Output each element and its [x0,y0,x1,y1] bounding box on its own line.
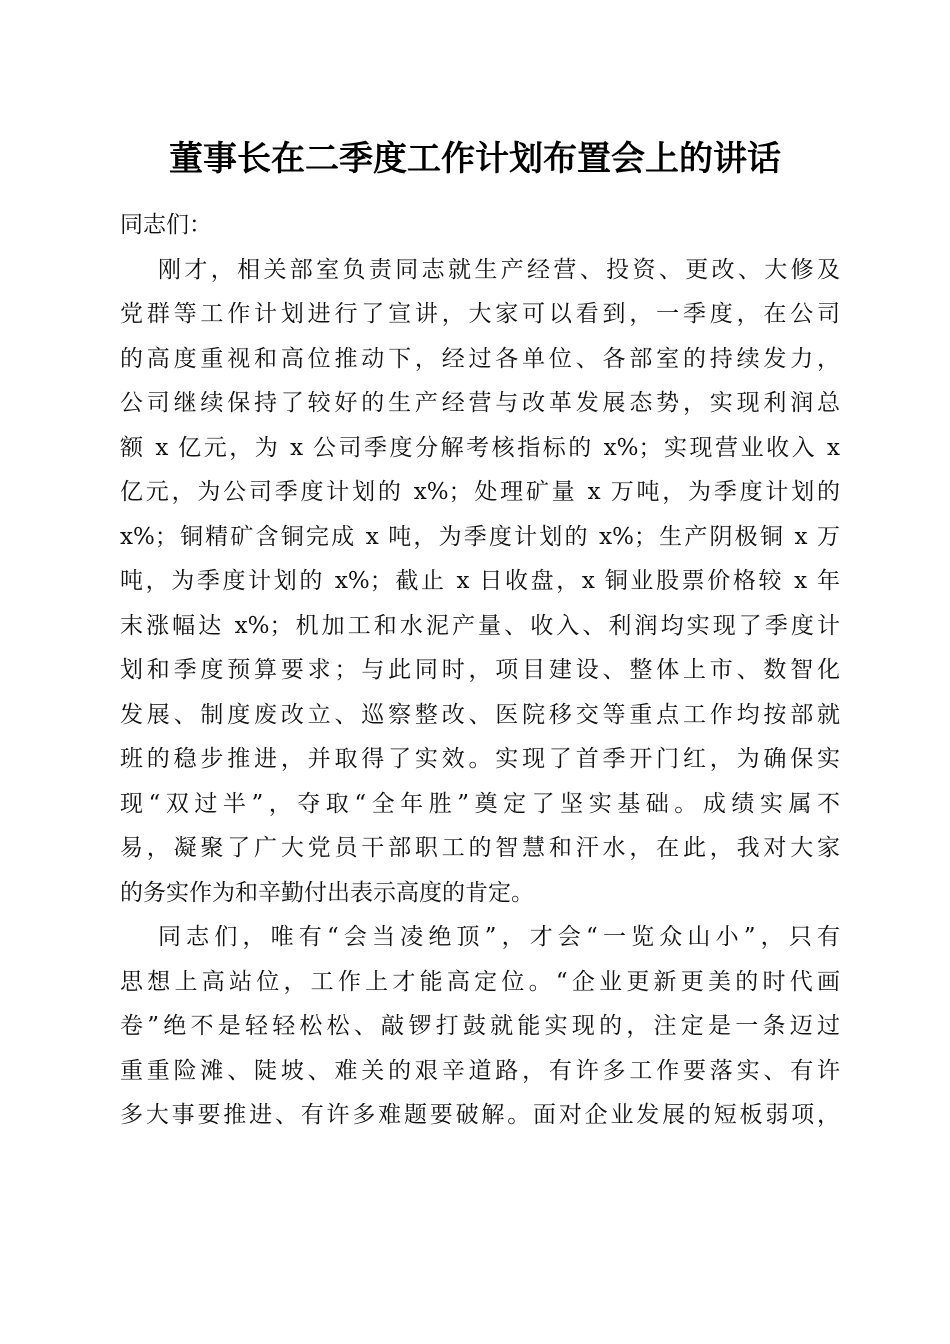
paragraph-line: x%；铜精矿含铜完成 x 吨，为季度计划的 x%；生产阴极铜 x 万 [120,523,840,550]
document-body [120,203,840,1138]
paragraph-line: 刚才，相关部室负责同志就生产经营、投资、更改、大修及 [158,256,840,283]
paragraph-line: 重重险滩、陡坡、难关的艰辛道路，有许多工作要落实、有许 [120,1057,840,1084]
paragraph-line: 发展、制度废改立、巡察整改、医院移交等重点工作均按部就 [120,701,840,728]
paragraph-2 [120,915,840,1138]
paragraph-line: 多大事要推进、有许多难题要破解。面对企业发展的短板弱项， [120,1102,840,1128]
salutation: 同志们： [120,212,212,238]
document-title: 董事长在二季度工作计划布置会上的讲话 [169,139,781,179]
paragraph-line: 的务实作为和辛勤付出表示高度的肯定。 [120,879,534,906]
paragraph-line: 吨，为季度计划的 x%；截止 x 日收盘，x 铜业股票价格较 x 年 [120,568,840,594]
paragraph-line: 的高度重视和高位推动下，经过各单位、各部室的持续发力， [120,345,840,372]
paragraph-line: 现“双过半”，夺取“全年胜”奠定了坚实基础。成绩实属不 [120,790,840,817]
paragraph-line: 易，凝聚了广大党员干部职工的智慧和汗水，在此，我对大家 [120,835,840,861]
paragraph-line: 卷”绝不是轻轻松松、敲锣打鼓就能实现的，注定是一条迈过 [120,1013,840,1039]
paragraph-line: 党群等工作计划进行了宣讲，大家可以看到，一季度，在公司 [120,301,840,327]
paragraph-line: 班的稳步推进，并取得了实效。实现了首季开门红，为确保实 [120,746,840,772]
paragraph-line: 划和季度预算要求；与此同时，项目建设、整体上市、数智化 [120,657,840,683]
paragraph-line: 公司继续保持了较好的生产经营与改革发展态势，实现利润总 [120,390,840,416]
paragraph-line: 额 x 亿元，为 x 公司季度分解考核指标的 x%；实现营业收入 x [120,434,840,461]
paragraph-1 [120,248,840,916]
paragraph-line: 亿元，为公司季度计划的 x%；处理矿量 x 万吨，为季度计划的 [120,479,840,505]
paragraph-line: 思想上高站位，工作上才能高定位。“企业更新更美的时代画 [120,968,840,995]
paragraph-line: 末涨幅达 x%；机加工和水泥产量、收入、利润均实现了季度计 [120,612,840,639]
paragraph-line: 同志们，唯有“会当凌绝顶”，才会“一览众山小”，只有 [158,924,840,950]
